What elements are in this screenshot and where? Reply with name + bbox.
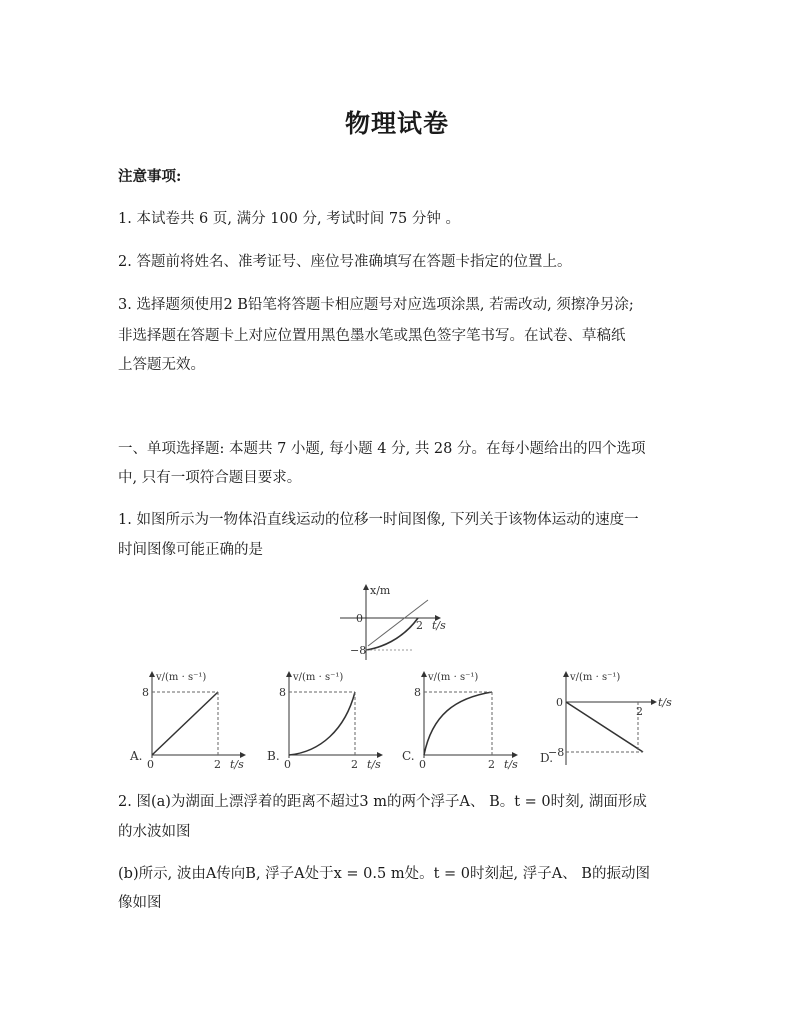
option-a-graph [129, 672, 245, 771]
xt-ylabel: x/m [370, 584, 391, 597]
svg-text:t/s: t/s [504, 758, 518, 771]
svg-text:v/(m · s⁻¹): v/(m · s⁻¹) [156, 672, 207, 683]
xt-zero: 0 [356, 612, 363, 625]
question-1-figures [0, 580, 794, 780]
svg-text:v/(m · s⁻¹): v/(m · s⁻¹) [570, 672, 621, 683]
svg-text:2: 2 [351, 758, 358, 771]
svg-text:0: 0 [284, 758, 291, 771]
svg-text:v/(m · s⁻¹): v/(m · s⁻¹) [293, 672, 344, 683]
note-item-3-line-3: 上答题无效。 [118, 357, 205, 373]
option-d-label: D. [540, 751, 554, 765]
option-c-label: C. [402, 749, 415, 763]
svg-text:t/s: t/s [230, 758, 244, 771]
xt-xlabel: t/s [432, 619, 446, 632]
svg-text:2: 2 [214, 758, 221, 771]
svg-text:8: 8 [279, 686, 286, 699]
svg-text:t/s: t/s [367, 758, 381, 771]
xt-curve [366, 618, 418, 650]
xt-two: 2 [416, 619, 423, 632]
svg-text:v/(m · s⁻¹): v/(m · s⁻¹) [428, 672, 479, 683]
page-title: 物理试卷 [344, 109, 449, 138]
option-d-line [566, 702, 643, 752]
svg-text:0: 0 [147, 758, 154, 771]
question-2-line-4: 像如图 [118, 895, 162, 911]
note-item-2: 2. 答题前将姓名、准考证号、座位号准确填写在答题卡指定的位置上。 [118, 254, 572, 270]
note-item-1: 1. 本试卷共 6 页, 满分 100 分, 考试时间 75 分钟 。 [118, 211, 460, 227]
svg-text:−8: −8 [548, 746, 565, 759]
svg-text:0: 0 [419, 758, 426, 771]
svg-text:0: 0 [556, 696, 563, 709]
note-item-3-line-1: 3. 选择题须使用2 B铅笔将答题卡相应题号对应选项涂黑, 若需改动, 须擦净另涂; [118, 297, 634, 313]
option-a-line [152, 692, 218, 755]
svg-text:2: 2 [488, 758, 495, 771]
section-1-line-2: 中, 只有一项符合题目要求。 [118, 470, 302, 486]
xt-minus8: −8 [350, 644, 367, 657]
svg-text:8: 8 [414, 686, 421, 699]
option-b-curve [289, 692, 355, 755]
question-1-line-1: 1. 如图所示为一物体沿直线运动的位移一时间图像, 下列关于该物体运动的速度一 [118, 512, 639, 528]
section-1-line-1: 一、单项选择题: 本题共 7 小题, 每小题 4 分, 共 28 分。在每小题给出的四个选项 [118, 441, 646, 457]
question-1-line-2: 时间图像可能正确的是 [118, 542, 263, 558]
svg-text:t/s: t/s [658, 696, 672, 709]
option-c-curve [424, 692, 492, 755]
notes-heading: 注意事项: [118, 168, 182, 185]
xt-graph [340, 584, 446, 660]
option-d-graph [540, 672, 672, 765]
note-item-3-line-2: 非选择题在答题卡上对应位置用黑色墨水笔或黑色签字笔书写。在试卷、草稿纸 [118, 328, 626, 344]
option-b-graph [267, 672, 382, 771]
question-2-line-3: (b)所示, 波由A传向B, 浮子A处于x = 0.5 m处。t = 0时刻起, 浮子A、 B的振动图 [118, 866, 650, 882]
question-2-line-1: 2. 图(a)为湖面上漂浮着的距离不超过3 m的两个浮子A、 B。t = 0时刻, 湖面形成 [118, 794, 647, 810]
svg-text:8: 8 [142, 686, 149, 699]
question-2-line-2: 的水波如图 [118, 824, 191, 840]
svg-text:2: 2 [636, 705, 643, 718]
option-b-label: B. [267, 749, 280, 763]
option-a-label: A. [130, 749, 143, 763]
option-c-graph [402, 672, 518, 771]
